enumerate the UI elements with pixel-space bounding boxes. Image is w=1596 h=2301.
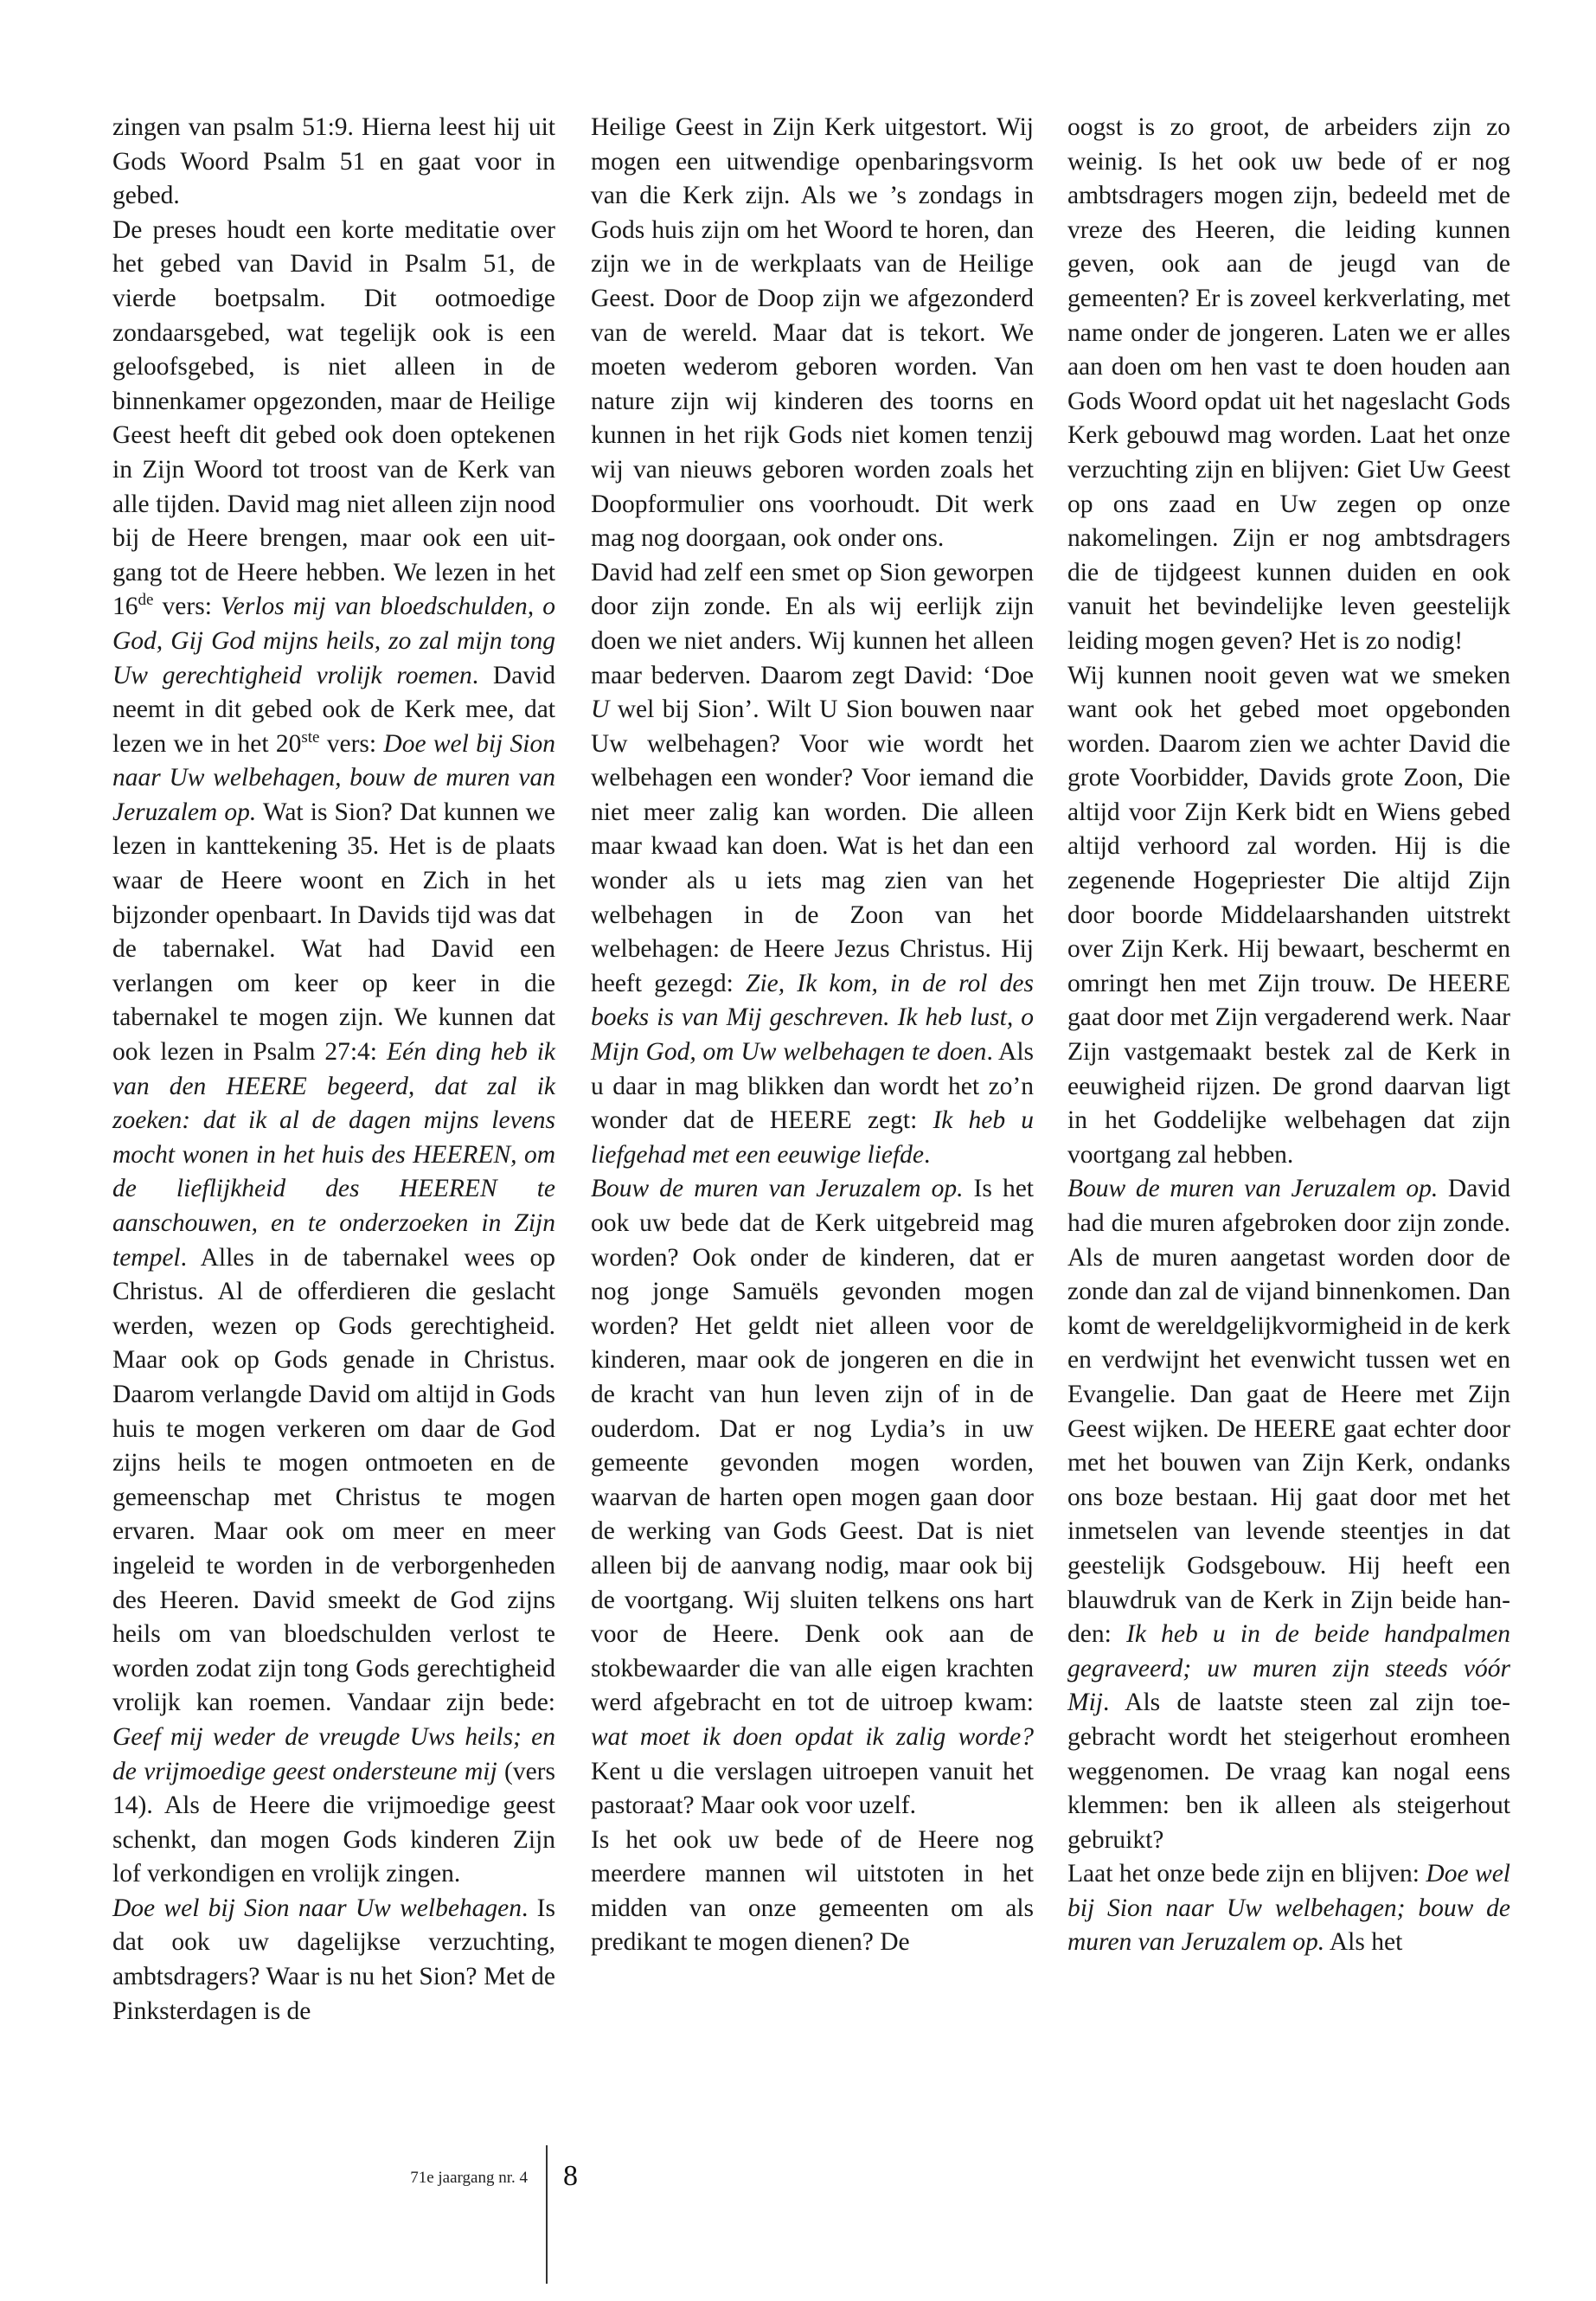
text-run: vers: <box>319 729 384 758</box>
text-run: Kent u die verslagen uitroepen vanuit het pastoraat? Maar ook voor uzelf. <box>591 1757 1034 1820</box>
paragraph <box>1067 1172 1510 1857</box>
text-run: . Alles in de tabernakel wees op Christus. Al de offerdieren die geslacht werden, wezen op Gods gerechtigheid. Maar ook op Gods genade in Christus. Daarom verlangde David om altijd in Gods huis te mogen verkeren om daar de God zijns heils te mogen ontmoeten en de gemeenschap met Christus te mogen ervaren. Maar ook om meer en meer ingeleid te worden in de verborgenheden des Heeren. David smeekt de God zijns heils om van bloedschulden verlost te worden zodat zijn tong Gods gerechtigheid vrolijk kan roemen. Vandaar zijn bede: <box>112 1243 555 1717</box>
text-run: Is het ook uw bede dat de Kerk uitgebreid mag worden? Ook onder de kinderen, dat er nog jonge Samuëls gevonden mogen worden? Het geldt niet alleen voor de kinderen, maar ook de jongeren en die in de kracht van hun leven zijn of in de ouderdom. Dat er nog Lydia’s in uw gemeente gevonden mogen worden, waarvan de harten open mogen gaan door de werking van Gods Geest. Dat is niet alleen bij de aanvang nodig, maar ook bij de voortgang. Wij sluiten telkens ons hart voor de Heere. Denk ook aan de stokbewaarder die van alle eigen krachten werd afgebracht en tot de uitroep kwam: <box>591 1175 1034 1717</box>
scripture-quote: Doe wel bij Sion naar Uw welbehagen, bouw de muren van Jeruzalem op. <box>112 729 555 826</box>
text-run: . Als u daar in mag blikken dan wordt het zo’n wonder dat de HEERE zegt: <box>591 1038 1034 1135</box>
paragraph <box>591 556 1034 1173</box>
paragraph <box>112 214 555 1892</box>
paragraph <box>591 1823 1034 1960</box>
text-run: Wij kunnen nooit geven wat we smeken want ook het gebed moet opgebonden worden. Daarom zien we achter David die grote Voorbidder, Davids grote Zoon, Die altijd voor Zijn Kerk bidt en Wiens gebed altijd verhoord zal worden. Hij is die zegenende Hogepriester Die altijd Zijn door boorde Middelaarshanden uitstrekt over Zijn Kerk. Hij bewaart, beschermt en omringt hen met Zijn trouw. De HEERE gaat door met Zijn vergaderend werk. Naar Zijn vastgemaakt bestek zal de Kerk in eeuwigheid rijzen. De grond daarvan ligt in het Goddelijke welbehagen dat zijn voortgang zal hebben. <box>1067 661 1510 1169</box>
text-run: Wat is Sion? Dat kunnen we lezen in kanttekening 35. Het is de plaats waar de Heere woont en Zich in het bijzonder openbaart. In Davids tijd was dat de tabernakel. Wat had David een verlangen om keer op keer in die tabernakel te mogen zijn. We kunnen dat ook lezen in Psalm 27:4: <box>112 798 555 1067</box>
text-run: (vers 14). Als de Heere die vrijmoedige geest schenkt, dan mogen Gods kinderen Zijn lof verkondigen en vrolijk zingen. <box>112 1757 555 1888</box>
text-run: Is het ook uw bede of de Heere nog meerdere mannen wil uitstoten in het midden van onze gemeenten om als predikant te mogen dienen? De <box>591 1825 1034 1957</box>
paragraph <box>591 1172 1034 1823</box>
scripture-quote: Geef mij weder de vreugde Uws heils; en de vrijmoedige geest ondersteune mij <box>112 1722 555 1785</box>
text-run: Als het <box>1324 1928 1403 1957</box>
text-run: . David neemt in dit gebed ook de Kerk mee, dat lezen we in het 20 <box>112 661 555 758</box>
scripture-quote: Ik heb u in de beide handpalmen gegraveerd; uw muren zijn steeds vóór Mij <box>1067 1620 1510 1717</box>
scripture-quote: Zie, Ik kom, in de rol des boeks is van Mij geschreven. Ik heb lust, o Mijn God, om Uw welbehagen te doen <box>591 969 1034 1067</box>
text-run: Laat het onze bede zijn en blijven: <box>1067 1860 1426 1888</box>
scripture-quote: Bouw de muren van Jeruzalem op. <box>1067 1175 1439 1203</box>
text-run: zingen van psalm 51:9. Hierna leest hij uit Gods Woord Psalm 51 en gaat voor in gebed. <box>112 113 555 210</box>
journal-issue-label: 71e jaargang nr. 4 <box>410 2169 528 2187</box>
ordinal-suffix: de <box>138 591 154 610</box>
paragraph <box>591 111 1034 556</box>
scripture-quote: wat moet ik doen opdat ik zalig worde? <box>591 1722 1034 1751</box>
paragraph <box>112 1892 555 2029</box>
scripture-quote: Doe wel bij Sion naar Uw welbehagen; bouw de muren van Jeruzalem op. <box>1067 1860 1510 1957</box>
paragraph <box>1067 659 1510 1173</box>
paragraph <box>112 111 555 214</box>
scripture-quote: Doe wel bij Sion naar Uw welbehagen <box>112 1894 522 1922</box>
paragraph <box>1067 111 1510 659</box>
text-run: David had die muren afgebroken door zijn zonde. Als de muren aangetast worden door de zonde dan zal de vijand binnenkomen. Dan komt de wereldgelijkvormigheid in de kerk en verdwijnt het evenwicht tussen wet en Evangelie. Dan gaat de Heere met Zijn Geest wijken. De HEERE gaat echter door met het bouwen van Zijn Kerk, ondanks ons boze bestaan. Hij gaat door met het inmetselen van levende steentjes in dat geestelijk Godsgebouw. Hij heeft een blauwdruk van de Kerk in Zijn beide handen: <box>1067 1175 1511 1649</box>
text-run: wel bij Sion’. Wilt U Sion bouwen naar Uw welbehagen? Voor wie wordt het welbehagen een wonder? Voor iemand die niet meer zalig kan worden. Die alleen maar kwaad kan doen. Wat is het dan een wonder als u iets mag zien van het welbehagen in de Zoon van het welbehagen: de Heere Jezus Christus. Hij heeft gezegd: <box>591 695 1034 997</box>
scripture-quote: U <box>591 695 610 724</box>
ordinal-suffix: ste <box>301 727 320 747</box>
text-run: oogst is zo groot, de arbeiders zijn zo weinig. Is het ook uw bede of er nog ambtsdragers mogen zijn, bedeeld met de vreze des Heeren, die leiding kunnen geven, ook aan de jeugd van de gemeenten? Er is zoveel kerkverlating, met name onder de jongeren. Laten we er alles aan doen om hen vast te doen houden aan Gods Woord opdat uit het nageslacht Gods Kerk gebouwd mag worden. Laat het onze verzuchting zijn en blijven: Giet Uw Geest op ons zaad en Uw zegen op onze nakomelingen. Zijn er nog ambtsdragers die de tijdgeest kunnen duiden en ook vanuit het bevindelijke leven geestelijk leiding mogen geven? Het is zo nodig! <box>1067 113 1510 655</box>
footer-divider <box>546 2145 548 2284</box>
text-run: . Als de laatste steen zal zijn toegebracht wordt het steigerhout eromheen weggenomen. De vraag kan nogal eens klemmen: ben ik alleen als steigerhout gebruikt? <box>1067 1689 1510 1854</box>
page-number: 8 <box>563 2160 578 2192</box>
text-run: . <box>923 1140 931 1169</box>
text-run: De preses houdt een korte meditatie over het gebed van David in Psalm 51, de vierde boetpsalm. Dit ootmoedige zondaarsgebed, wat tegelijk ook is een geloofsgebed, is niet alleen in de binnenkamer opgezonden, maar de Heilige Geest heeft dit gebed ook doen optekenen in Zijn Woord tot troost van de Kerk van alle tijden. David mag niet alleen zijn nood bij de Heere brengen, maar ook een uitgang tot de Heere hebben. We lezen in het 16 <box>112 215 555 621</box>
text-run: David had zelf een smet op Sion geworpen door zijn zonde. En als wij eerlijk zijn doen we niet anders. Wij kunnen het alleen maar bederven. Daarom zegt David: ‘Doe <box>591 558 1034 689</box>
text-run: . Is dat ook uw dagelijkse verzuchting, ambtsdragers? Waar is nu het Sion? Met de Pinksterdagen is de <box>112 1894 555 2025</box>
text-column-1 <box>112 111 555 2029</box>
paragraph <box>1067 1857 1510 1960</box>
text-column-2 <box>591 111 1034 1960</box>
text-run: vers: <box>153 593 221 621</box>
text-column-3 <box>1067 111 1510 1960</box>
text-run: Heilige Geest in Zijn Kerk uitgestort. Wij mogen een uitwendige openbaringsvorm van die Kerk zijn. Als we ’s zondags in Gods huis zijn om het Woord te horen, dan zijn we in de werkplaats van de Heilige Geest. Door de Doop zijn we afgezonderd van de wereld. Maar dat is tekort. We moeten wederom geboren worden. Van nature zijn wij kinderen des toorns en kunnen in het rijk Gods niet komen tenzij wij van nieuws geboren worden zoals het Doopformulier ons voorhoudt. Dit werk mag nog doorgaan, ook onder ons. <box>591 113 1034 553</box>
scripture-quote: Ik heb u liefgehad met een eeuwige liefde <box>591 1106 1034 1169</box>
scripture-quote: Eén ding heb ik van den HEERE begeerd, dat zal ik zoeken: dat ik al de dagen mijns levens mocht wonen in het huis des HEEREN, om de lieflijkheid des HEEREN te aanschouwen, en te onderzoeken in Zijn tempel <box>112 1038 555 1272</box>
scripture-quote: Verlos mij van bloedschulden, o God, Gij God mijns heils, zo zal mijn tong Uw gerechtigheid vrolijk roemen <box>112 593 555 689</box>
scripture-quote: Bouw de muren van Jeruzalem op. <box>591 1175 964 1203</box>
